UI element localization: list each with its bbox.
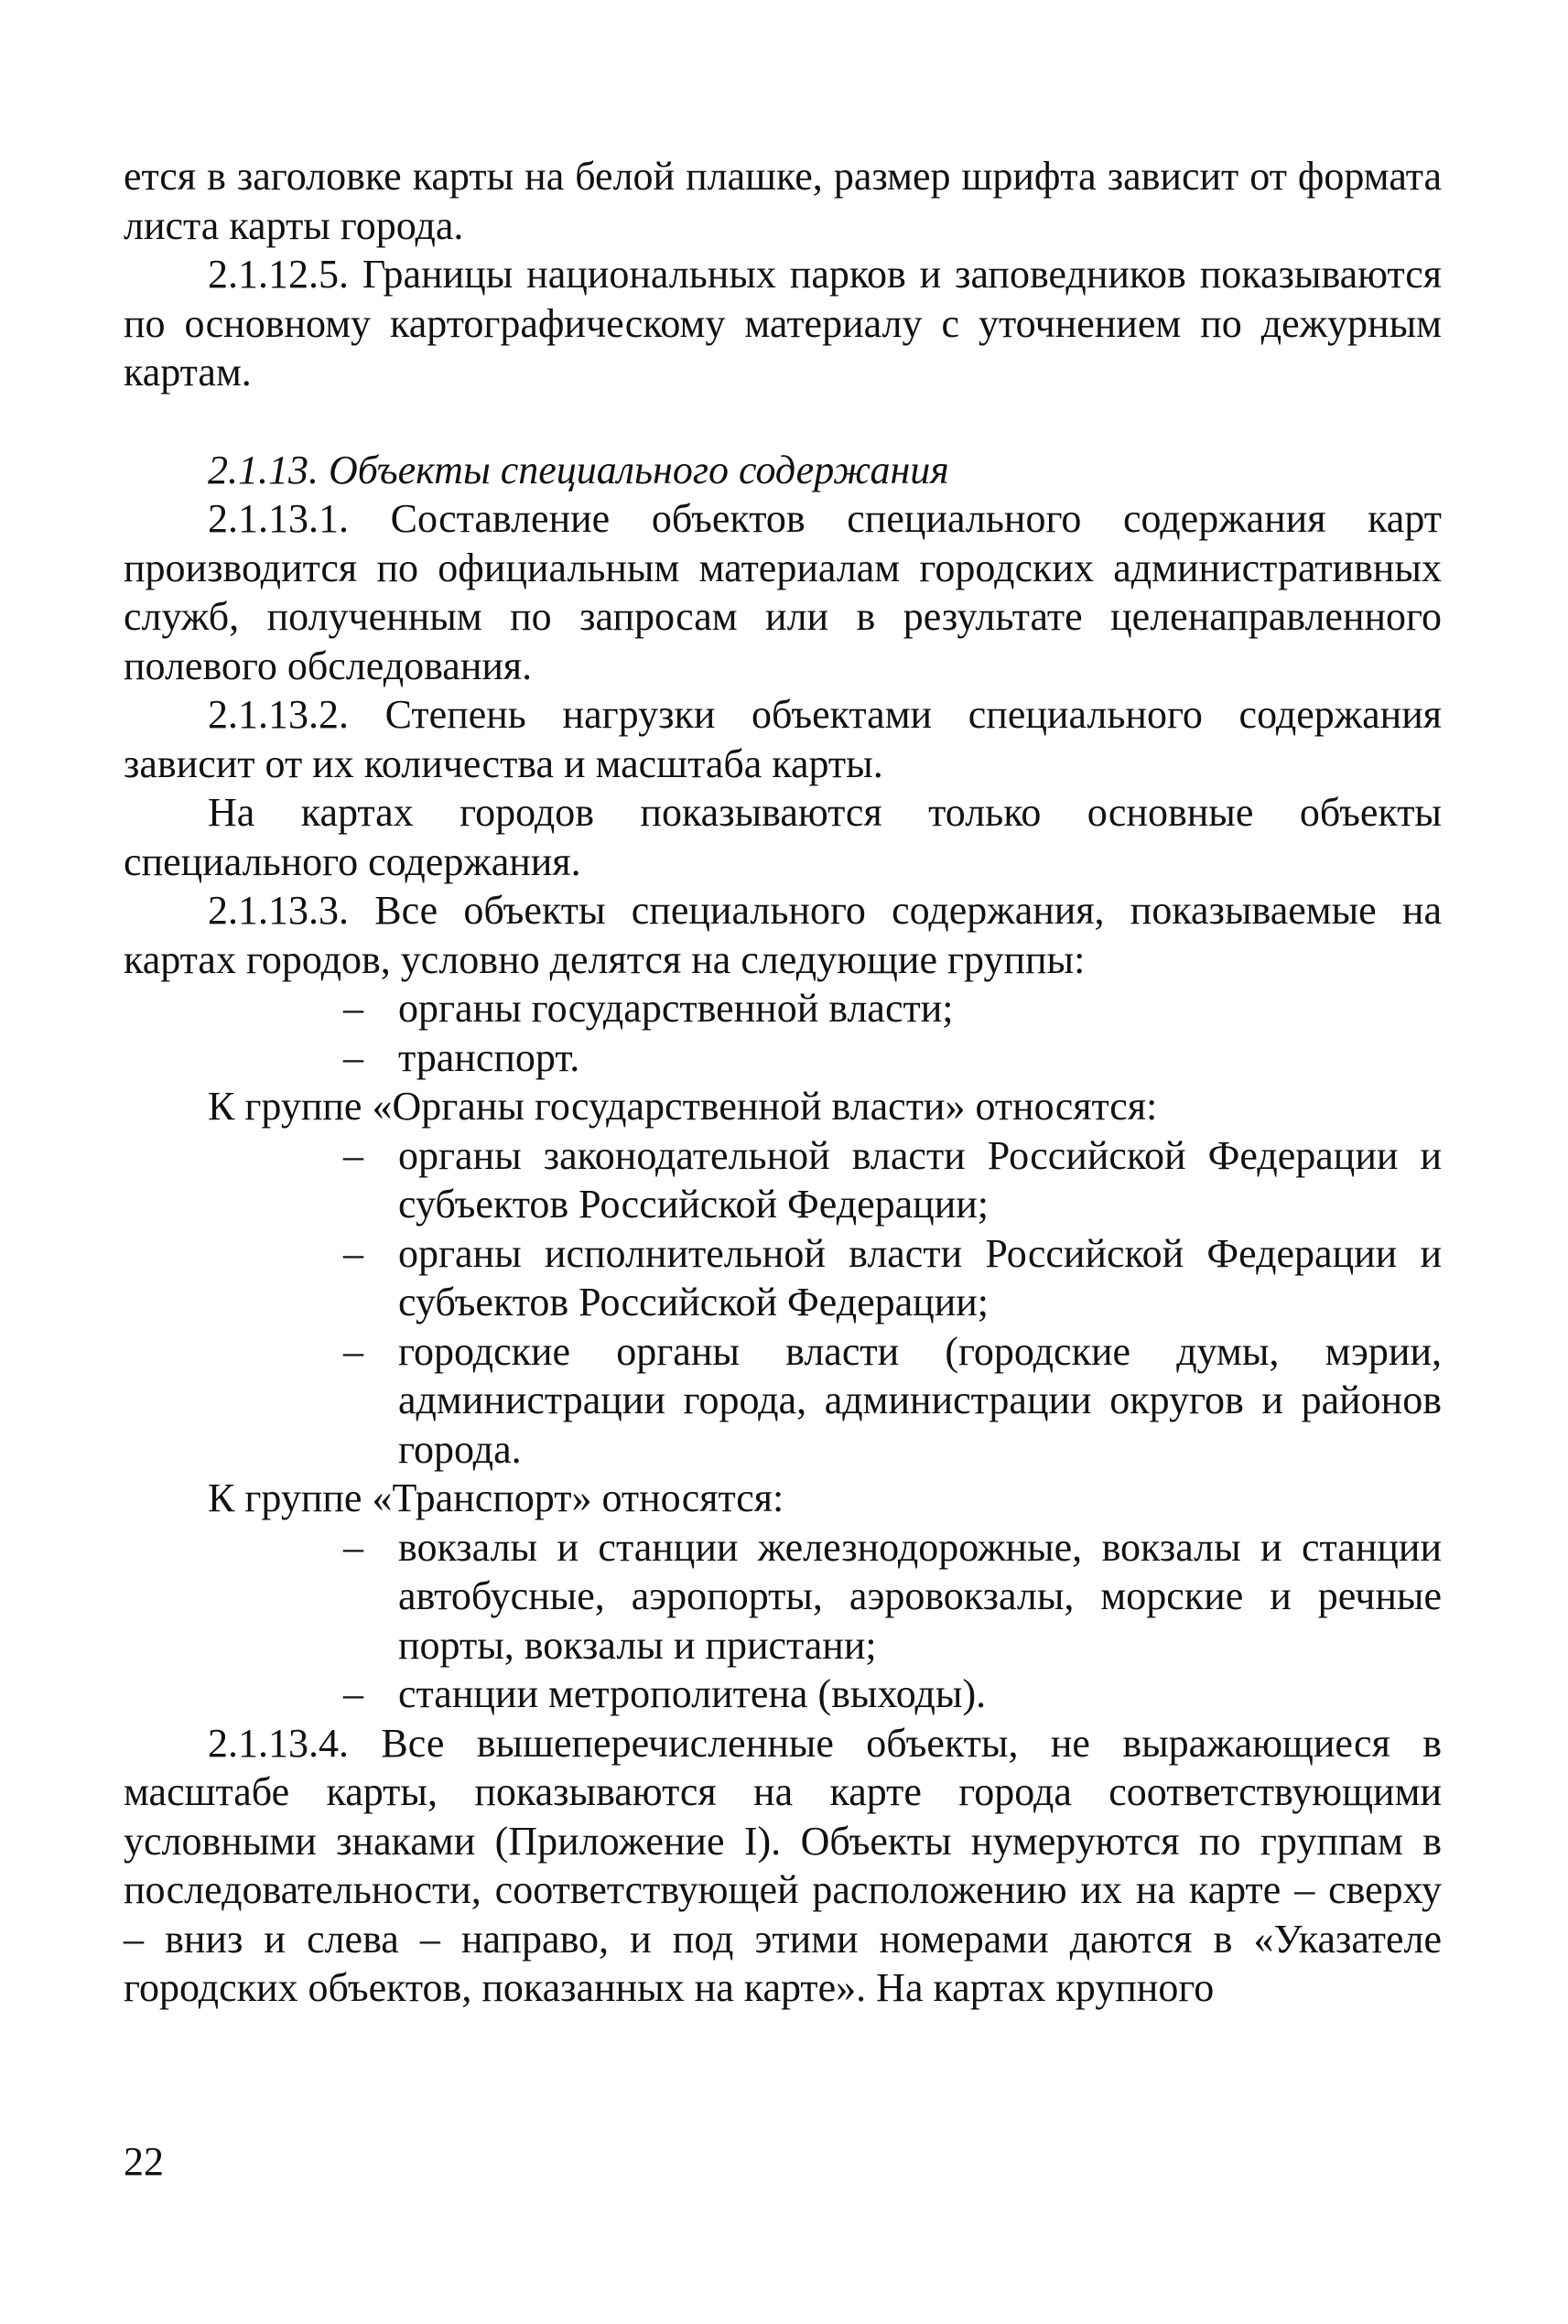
list-dash: – — [343, 1671, 363, 1716]
paragraph-2-1-13-3: 2.1.13.3. Все объекты специального содержания, показываемые на картах городов, условно делятся на следующие группы: — [124, 888, 1442, 982]
body-text — [124, 152, 1442, 2013]
paragraph-2-1-13-1: 2.1.13.1. Составление объектов специального содержания карт производится по официальным материалам городских административных служб, полученным по запросам или в результате целенаправленного полевого обследования. — [124, 496, 1442, 688]
paragraph-continuation: ется в заголовке карты на белой плашке, размер шрифта зависит от формата листа карты города. — [124, 154, 1442, 248]
list-item-text: органы законодательной власти Российской Федерации и субъектов Российской Федерации; — [398, 1132, 1442, 1227]
list-item — [124, 1327, 1442, 1475]
list-dash: – — [343, 1034, 363, 1080]
list-item — [124, 984, 1442, 1033]
list-item — [124, 1670, 1442, 1719]
list-dash: – — [343, 986, 363, 1031]
list-dash: – — [343, 1132, 363, 1178]
list-dash: – — [343, 1328, 363, 1374]
list-item-text: транспорт. — [398, 1034, 580, 1080]
list-dash: – — [343, 1230, 363, 1276]
paragraph-transport-group: К группе «Транспорт» относятся: — [208, 1475, 784, 1520]
paragraph-2-1-13-4: 2.1.13.4. Все вышеперечисленные объекты, не выражающиеся в масштабе карты, показываются на карте города соответствующими условными знаками (Приложение I). Объекты нумеруются по группам в последовательности, соответствующей расположению их на карте – сверху – вниз и слева – направо, и под этими номерами даются в «Указателе городских объектов, показанных на карте». На картах крупного — [124, 1720, 1442, 2010]
paragraph-2-1-12-5: 2.1.12.5. Границы национальных парков и заповедников показываются по основному картографическому материалу с уточнением по дежурным картам. — [124, 252, 1442, 395]
list-item-text: вокзалы и станции железнодорожные, вокзалы и станции автобусные, аэропорты, аэровокзалы, морские и речные порты, вокзалы и пристани; — [398, 1524, 1442, 1668]
paragraph-main-objects: На картах городов показываются только основные объекты специального содержания. — [124, 790, 1442, 884]
list-item — [124, 1131, 1442, 1229]
list-item-text: станции метрополитена (выходы). — [398, 1671, 987, 1716]
paragraph-2-1-13-2: 2.1.13.2. Степень нагрузки объектами специального содержания зависит от их количества и масштаба карты. — [124, 692, 1442, 786]
list-item — [124, 1523, 1442, 1670]
list-item-text: органы исполнительной власти Российской Федерации и субъектов Российской Федерации; — [398, 1230, 1442, 1324]
list-item — [124, 1033, 1442, 1083]
paragraph-gov-group: К группе «Органы государственной власти» относятся: — [208, 1084, 1158, 1129]
list-item-text: органы государственной власти; — [398, 986, 954, 1031]
section-heading-2-1-13: 2.1.13. Объекты специального содержания — [208, 447, 949, 492]
list-item — [124, 1229, 1442, 1327]
list-item-text: городские органы власти (городские думы, мэрии, администрации города, администрации округов и районов города. — [398, 1328, 1442, 1472]
list-dash: – — [343, 1524, 363, 1570]
page-number: 22 — [124, 2139, 164, 2184]
